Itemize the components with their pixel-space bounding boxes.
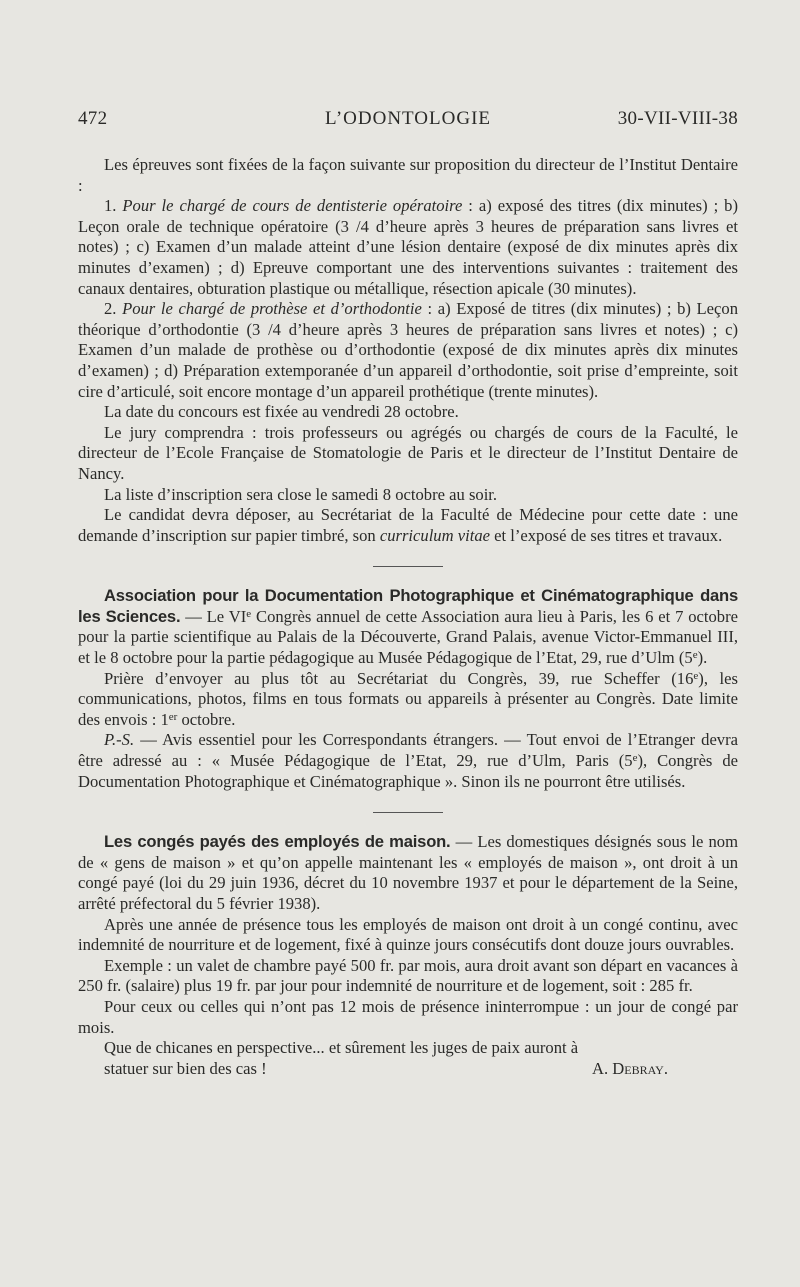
author-signature: A. Debray. [592, 1058, 668, 1078]
item-1-title: Pour le chargé de cours de dentisterie opératoire [122, 196, 463, 216]
item-1-number: 1. [104, 196, 123, 216]
item-1-paragraph [78, 196, 738, 299]
ps-text-end: ), Congrès de Documentation Photographique et Cinématographique ». Sinon ils ne pourront être utilisés. [78, 751, 738, 791]
presence-paragraph: Après une année de présence tous les employés de maison ont droit à un congé continu, avec indemnité de nourriture et de logement, fixé à quinze jours consécutifs dont douze jours ouvrables. [78, 914, 738, 955]
item-2-paragraph [78, 299, 738, 402]
priere-text: Prière d’envoyer au plus tôt au Secrétariat du Congrès, 39, rue Scheffer (16 [104, 668, 694, 688]
candidat-text: Le candidat devra déposer, au Secrétariat de la Faculté de Médecine pour cette date : une demande d’inscription sur papier timbré, son [78, 505, 738, 545]
superscript: e [246, 607, 252, 620]
priere-paragraph [78, 669, 738, 731]
association-text: — Le VI [180, 606, 247, 626]
ininterrompue-paragraph: Pour ceux ou celles qui n’ont pas 12 mois de présence ininterrompue : un jour de congé par mois. [78, 996, 738, 1037]
priere-text-end: octobre. [177, 709, 236, 729]
item-2-text: : a) Exposé de titres (dix minutes) ; b) Leçon théorique d’orthodontie (3 /4 d’heure après 3 heures de préparation sans livres et notes) ; c) Examen d’un malade de prothèse ou d’orthodontie (exposé de dix minutes après dix minutes d’examen) ; d) Préparation extemporanée d’un appareil d’orthodontie, soit prise d’empreinte, soit cire d’articulé, soit encore montage d’un appareil prothétique (trente minutes). [78, 299, 738, 401]
conges-heading: Les congés payés des employés de maison. [104, 832, 451, 852]
liste-paragraph: La liste d’inscription sera close le samedi 8 octobre au soir. [104, 484, 498, 504]
date-paragraph: La date du concours est fixée au vendredi 28 octobre. [104, 402, 459, 422]
superscript: er [168, 710, 178, 723]
section-divider [373, 566, 443, 567]
association-text-cont: Congrès annuel de cette Association aura lieu à Paris, les 6 et 7 octobre pour la partie scientifique au Palais de la Découverte, Grand Palais, avenue Victor-Emmanuel III, et le 8 octobre pour la partie pédagogique au Musée Pédagogique de l’Etat, 29, rue d’Ulm (5 [78, 606, 738, 668]
item-1-label: : a) [462, 196, 498, 216]
priere-text-cont: ), les communications, photos, films en tous formats ou appareils à présenter au Congrès. Date limite des envois : 1 [78, 668, 738, 729]
association-paragraph [78, 586, 738, 668]
journal-title: L’ODONTOLOGIE [324, 108, 492, 129]
jury-paragraph: Le jury comprendra : trois professeurs ou agrégés ou chargés de cours de la Faculté, le directeur de l’Ecole Française de Stomatologie de Paris et le directeur de l’Institut Dentaire de Nancy. [78, 422, 738, 483]
candidat-text-end: et l’exposé de ses titres et travaux. [489, 525, 723, 545]
item-2-number: 2. [104, 299, 123, 319]
association-text-end: ). [697, 648, 708, 668]
superscript: e [692, 649, 698, 662]
ps-paragraph [78, 730, 738, 792]
candidat-paragraph [78, 505, 738, 546]
page-number: 472 [78, 108, 108, 129]
ps-label: P.-S. [104, 730, 135, 750]
issue-date: 30-VII-VIII-38 [617, 108, 738, 129]
article-body [78, 155, 738, 1079]
intro-paragraph: Les épreuves sont fixées de la façon suivante sur proposition du directeur de l’Institut Dentaire : [78, 155, 738, 195]
item-1-text: exposé des titres (dix minutes) ; b) Leçon orale de technique opératoire (3 /4 d’heure après 3 heures de préparation sans livres et notes) ; c) Examen d’un malade atteint d’une lésion dentaire (exposé de dix minutes après dix minutes d’examen) ; d) Epreuve comportant une des interventions suivantes : traitement des canaux dentaires, obturation plastique ou métallique, résection apicale (30 minutes). [78, 196, 738, 298]
superscript: e [632, 752, 638, 765]
association-heading: Association pour la Documentation Photographique et Cinématographique dans les Sciences. [78, 586, 738, 626]
curriculum-vitae: curriculum vitae [379, 525, 490, 545]
chicanes-paragraph: Que de chicanes en perspective... et sûrement les juges de paix auront à [104, 1038, 579, 1058]
superscript: e [693, 669, 699, 682]
running-header [78, 108, 738, 138]
conges-paragraph [78, 832, 738, 914]
signature-line [78, 1059, 738, 1080]
exemple-paragraph: Exemple : un valet de chambre payé 500 fr. par mois, aura droit avant son départ en vacances à 250 fr. (salaire) plus 19 fr. par jour pour indemnité de nourriture et de logement, soit : 285 fr. [78, 955, 738, 996]
item-2-title: Pour le chargé de prothèse et d’orthodontie [122, 299, 422, 319]
closing-text: statuer sur bien des cas ! [104, 1058, 267, 1078]
conges-text: — Les domestiques désignés sous le nom de « gens de maison » et qu’on appelle maintenant les « employés de maison », ont droit à un congé payé (loi du 29 juin 1936, décret du 10 novembre 1937 et pour le département de la Seine, arrêté préfectoral du 5 février 1938). [78, 832, 739, 913]
ps-text: — Avis essentiel pour les Correspondants étrangers. — Tout envoi de l’Etranger devra être adressé au : « Musée Pédagogique de l’Etat, 29, rue d’Ulm, Paris (5 [78, 730, 738, 771]
section-divider [373, 812, 443, 813]
